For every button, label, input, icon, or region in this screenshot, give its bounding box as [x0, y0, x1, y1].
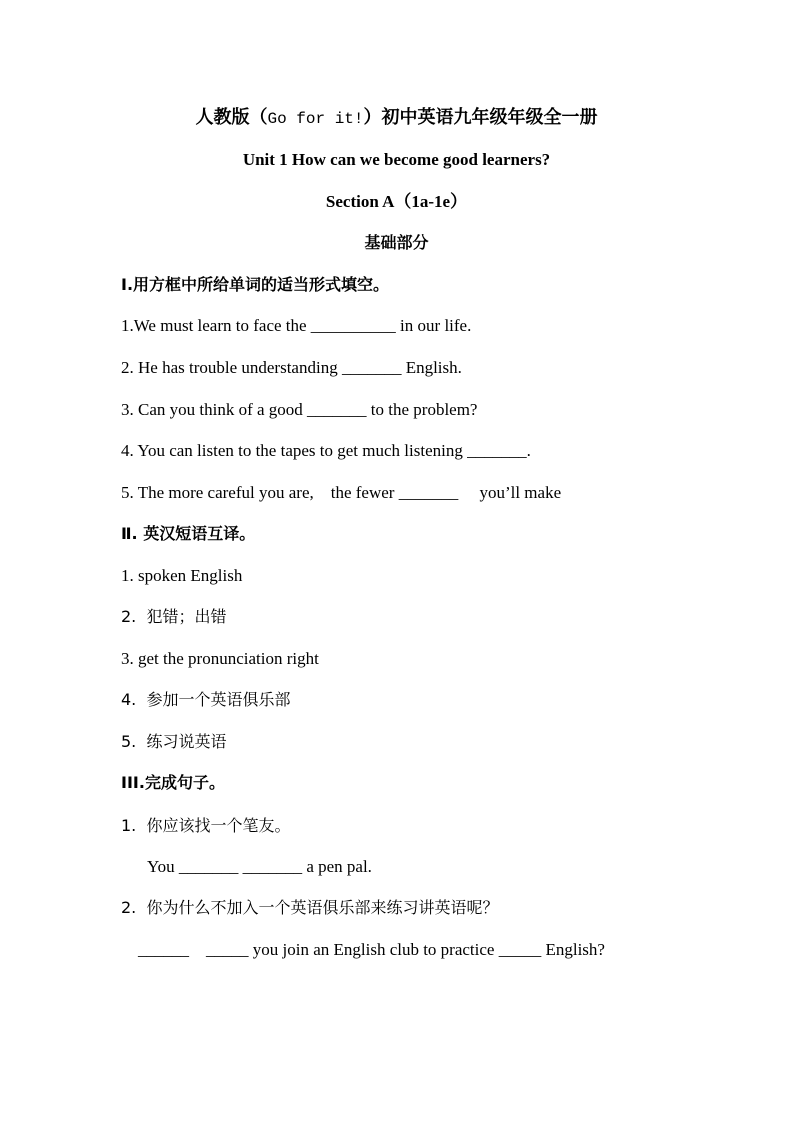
part1-heading: Ⅰ.用方框中所给单词的适当形式填空。 [121, 275, 390, 294]
part3-heading: III.完成句子。 [121, 773, 225, 792]
title-suffix: ）初中英语九年级年级全一册 [363, 107, 598, 128]
part3-answer-2: ______ _____ you join an English club to practice _____ English? [138, 940, 605, 959]
part1-item-3: 3. Can you think of a good _______ to the problem? [121, 400, 478, 419]
part1-item-4: 4. You can listen to the tapes to get much listening _______. [121, 441, 531, 460]
part2-item-2: 2. 犯错；出错 [121, 607, 227, 626]
title-prefix: 人教版（ [195, 107, 268, 128]
document-title [0, 106, 793, 130]
part1-item-5: 5. The more careful you are, the fewer _______ you’ll make [121, 483, 562, 502]
part2-item-4: 4. 参加一个英语俱乐部 [121, 690, 291, 709]
section-title: Section A（1a-1e） [325, 192, 468, 211]
part3-answer-1: You _______ _______ a pen pal. [147, 857, 372, 876]
part1-item-1: 1.We must learn to face the __________ in our life. [121, 316, 472, 335]
part2-item-5: 5. 练习说英语 [121, 732, 227, 751]
part3-question-2: 2. 你为什么不加入一个英语俱乐部来练习讲英语呢？ [121, 898, 499, 917]
part2-item-3: 3. get the pronunciation right [121, 649, 319, 668]
part1-item-2: 2. He has trouble understanding _______ English. [121, 358, 462, 377]
unit-title: Unit 1 How can we become good learners? [242, 150, 551, 169]
part2-heading: Ⅱ. 英汉短语互译。 [121, 524, 256, 543]
part2-item-1: 1. spoken English [121, 566, 243, 585]
part-title: 基础部分 [364, 233, 429, 252]
title-book-name: Go for it! [267, 110, 364, 128]
part3-question-1: 1. 你应该找一个笔友。 [121, 816, 291, 835]
